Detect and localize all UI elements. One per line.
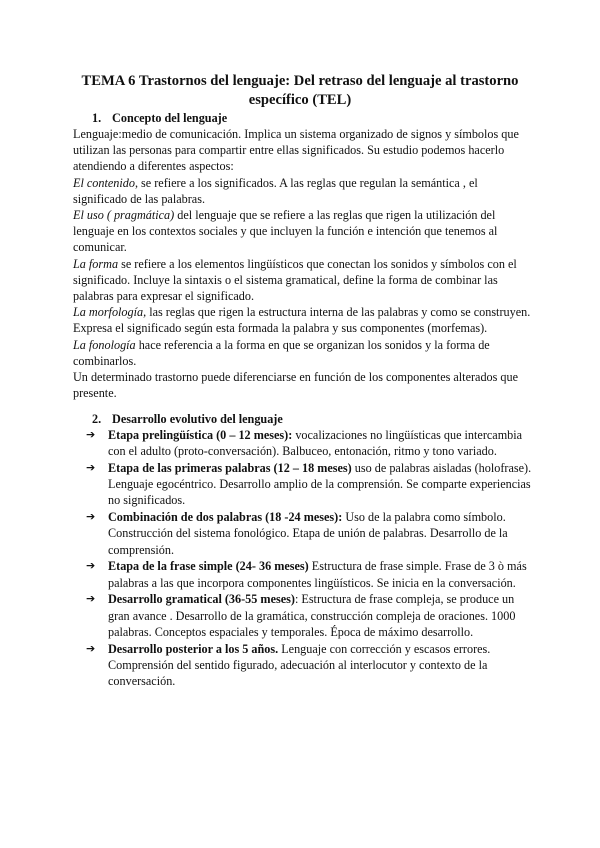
arrow-right-icon: ➔ [86, 461, 96, 474]
development-stages-list [86, 427, 536, 690]
section-2-title: Desarrollo evolutivo del lenguaje [112, 412, 283, 426]
aspect-term: La morfología, [73, 305, 147, 320]
stage-name: Desarrollo posterior a los 5 años. [108, 641, 279, 656]
section-1-number: 1. [92, 111, 102, 125]
aspect-text: , se refiere a los significados. A las reglas que regulan la semántica , el significado de las palabras. [73, 175, 478, 206]
section-1-title: Concepto del lenguaje [112, 111, 228, 125]
aspect-paragraph [73, 207, 533, 256]
list-item [86, 591, 536, 640]
aspect-text: hace referencia a la forma en que se organizan los sonidos y la forma de combinarlos. [73, 337, 490, 368]
arrow-right-icon: ➔ [86, 641, 96, 655]
stage-name: Desarrollo gramatical (36-55 meses) [108, 592, 295, 607]
list-item [86, 427, 536, 459]
stage-name: Etapa prelingüística (0 – 12 meses): [108, 428, 293, 442]
aspect-text: las reglas que rigen la estructura interna de las palabras y como se construyen. Expresa el significado según esta formada la palabra y sus componentes (morfemas). [73, 305, 531, 336]
list-item [86, 558, 536, 590]
stage-name: Combinación de dos palabras (18 -24 meses): [108, 510, 343, 525]
list-item [86, 509, 536, 558]
aspect-text: del lenguaje que se refiere a las reglas que rigen la utilización del lenguaje en los contextos sociales y que incluyen la función e intención que tenemos al comunicar. [73, 208, 498, 255]
section-1-heading [92, 110, 227, 126]
document-title: TEMA 6 Trastornos del lenguaje: Del retraso del lenguaje al trastorno específico (TEL) [81, 73, 519, 108]
aspect-paragraph [73, 304, 533, 336]
list-item [86, 460, 536, 509]
section-1-body [73, 126, 533, 401]
stage-description: Uso de la palabra como símbolo. Construcción del sistema fonológico. Etapa de unión de palabras. Desarrollo de la comprensión. [108, 510, 508, 557]
stage-name: Etapa de las primeras palabras (12 – 18 meses) [108, 461, 352, 475]
stage-description: : Estructura de frase compleja, se produce un gran avance . Desarrollo de la gramática, construcción compleja de oraciones. 1000 palabras. Conceptos espaciales y temporales. Época de máximo desarrollo. [108, 592, 516, 639]
aspect-paragraph [73, 256, 533, 305]
closing-paragraph: Un determinado trastorno puede diferenciarse en función de los componentes alterados que presente. [73, 370, 519, 401]
stage-description: Lenguaje con corrección y escasos errores. Comprensión del sentido figurado, adecuación al interlocutor y contexto de la conversación. [108, 641, 491, 689]
aspect-term: El contenido [73, 175, 135, 190]
aspect-paragraph [73, 337, 533, 369]
stage-description: Estructura de frase simple. Frase de 3 ò más palabras a las que incorpora componentes lingüísticos. Se inicia en la conversación. [108, 559, 527, 590]
section-2-heading [92, 411, 283, 427]
arrow-right-icon: ➔ [86, 592, 96, 606]
stage-description: vocalizaciones no lingüísticas que intercambia con el adulto (proto-conversación). Balbuceo, entonación, ritmo y tono variado. [108, 428, 523, 459]
arrow-right-icon: ➔ [86, 428, 96, 441]
aspect-text: se refiere a los elementos lingüísticos que conectan los sonidos y símbolos con el significado. Incluye la sintaxis o el sistema gramatical, define la forma de combinar las palabras para expresar el significado. [73, 256, 517, 304]
list-item [86, 641, 536, 690]
arrow-right-icon: ➔ [86, 510, 96, 524]
aspect-term: La fonología [73, 337, 136, 352]
aspect-term: La forma [73, 256, 119, 271]
aspect-term: El uso ( pragmática) [73, 208, 175, 223]
stage-description: uso de palabras aisladas (holofrase). Lenguaje egocéntrico. Desarrollo amplio de la comprensión. Se comparte experiencias no significados. [108, 461, 532, 508]
section-2-number: 2. [92, 412, 102, 426]
arrow-right-icon: ➔ [86, 559, 96, 573]
stage-name: Etapa de la frase simple (24- 36 meses) [108, 559, 309, 574]
aspect-paragraph [73, 175, 533, 207]
intro-paragraph: Lenguaje:medio de comunicación. Implica un sistema organizado de signos y símbolos que utilizan las personas para compartir entre ellas significados. Su estudio podemos hacerlo atendiendo a diferentes aspectos: [73, 127, 519, 174]
